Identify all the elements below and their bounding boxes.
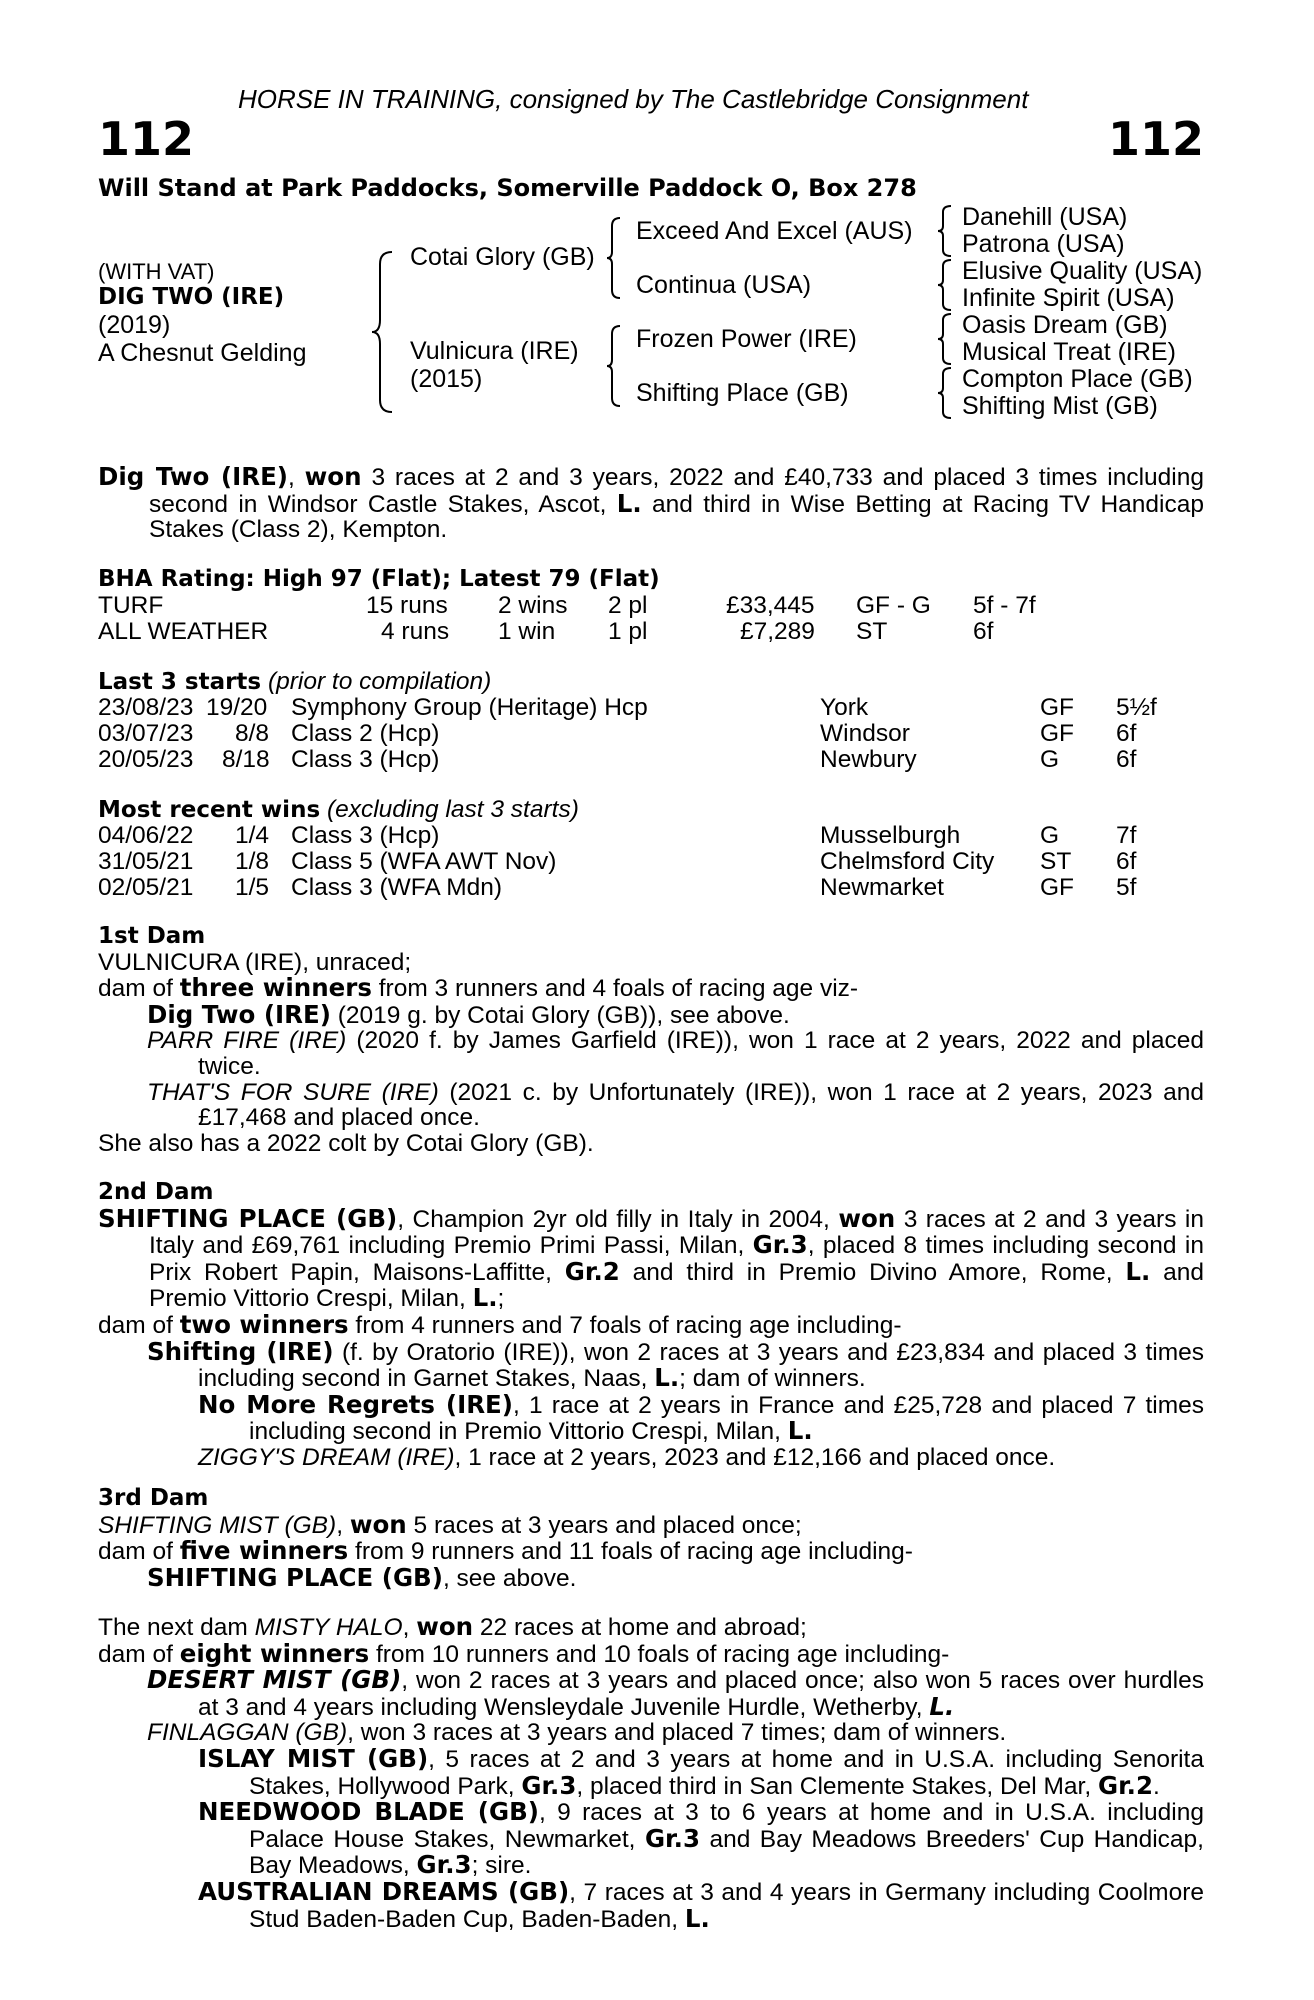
rating-row-turf: TURF 15 runs 2 wins 2 pl £33,445 GF - G 5f - 7f <box>98 592 1036 619</box>
ped-ssd: Patrona (USA) <box>962 230 1125 258</box>
vat-note: (WITH VAT) <box>98 259 215 284</box>
second-dam-section: 2nd Dam SHIFTING PLACE (GB), Champion 2yr old filly in Italy in 2004, won 3 races at 2 and 3 years in Italy and £69,761 including Premio Primi Passi, Milan, Gr.3, placed 8 times including second in Prix Robert Papin, Maisons-Laffitte, Gr.2 and third in Premio Divino Amore, Rome, L. and Premio Vittorio Crespi, Milan, L.; dam of two winners from 4 runners and 7 foals of racing age including- Shifting (IRE) (f. by Oratorio (IRE)), won 2 races at 3 years and £23,834 and placed 3 times including second in Garnet Stakes, Naas, L.; dam of winners. No More Regrets (IRE), 1 race at 2 years in France and £25,728 and placed 7 times including second in Premio Vittorio Crespi, Milan, L. ZIGGY'S DREAM (IRE), 1 race at 2 years, 2023 and £12,166 and placed once. <box>98 1179 1204 1471</box>
first-dam-section: 1st Dam VULNICURA (IRE), unraced; dam of three winners from 3 runners and 4 foals of racing age viz- Dig Two (IRE) (2019 g. by Cotai Glory (GB)), see above. PARR FIRE (IRE) (2020 f. by James Garfield (IRE)), won 1 race at 2 years, 2022 and placed twice. THAT'S FOR SURE (IRE) (2021 c. by Unfortunately (IRE)), won 1 race at 2 years, 2023 and £17,468 and placed once. She also has a 2022 colt by Cotai Glory (GB). <box>98 923 1204 1157</box>
dam-dam: Shifting Place (GB) <box>636 379 849 407</box>
sire-dam: Continua (USA) <box>636 271 812 299</box>
ped-dss: Oasis Dream (GB) <box>962 311 1168 339</box>
ped-dsd: Musical Treat (IRE) <box>962 338 1176 366</box>
third-dam-section: 3rd Dam SHIFTING MIST (GB), won 5 races at 3 years and placed once; dam of five winners from 9 runners and 11 foals of racing age including- SHIFTING PLACE (GB), see above. <box>98 1486 1204 1591</box>
last-start-row: 03/07/23 8/8 Class 2 (Hcp) Windsor GF 6f <box>98 720 1137 747</box>
dam-sire: Frozen Power (IRE) <box>636 325 857 353</box>
brace-ss <box>937 204 955 258</box>
ped-dds: Compton Place (GB) <box>962 365 1193 393</box>
sire-sire: Exceed And Excel (AUS) <box>636 217 913 245</box>
sire-name: Cotai Glory (GB) <box>410 243 595 271</box>
dam-name: Vulnicura (IRE) <box>410 337 579 365</box>
lot-number-left: 112 <box>98 112 195 166</box>
horse-name: DIG TWO (IRE) <box>98 284 285 310</box>
first-dam-heading: 1st Dam <box>98 923 206 949</box>
last-starts-heading: Last 3 starts (prior to compilation) <box>98 668 492 695</box>
main-brace <box>370 250 400 414</box>
last-start-row: 23/08/23 19/20 Symphony Group (Heritage) Hcp York GF 5½f <box>98 694 1157 721</box>
sire-brace <box>606 216 626 300</box>
bha-rating-heading: BHA Rating: High 97 (Flat); Latest 79 (Flat) <box>98 566 660 592</box>
ped-sds: Elusive Quality (USA) <box>962 257 1203 285</box>
brace-sd <box>937 258 955 312</box>
ped-sdd: Infinite Spirit (USA) <box>962 284 1175 312</box>
lot-number-right: 112 <box>1107 112 1204 166</box>
horse-year: (2019) <box>98 311 171 339</box>
stand-location: Will Stand at Park Paddocks, Somerville Paddock O, Box 278 <box>98 174 917 202</box>
third-dam-heading: 3rd Dam <box>98 1485 209 1511</box>
recent-win-row: 31/05/21 1/8 Class 5 (WFA AWT Nov) Chelmsford City ST 6f <box>98 848 1137 875</box>
brace-dd <box>937 366 955 420</box>
catalogue-header: HORSE IN TRAINING, consigned by The Castlebridge Consignment <box>238 84 1029 114</box>
next-dam-section: The next dam MISTY HALO, won 22 races at home and abroad; dam of eight winners from 10 runners and 10 foals of racing age including- DESERT MIST (GB), won 2 races at 3 years and placed once; also won 5 races over hurdles at 3 and 4 years including Wensleydale Juvenile Hurdle, Wetherby, L. FINLAGGAN (GB), won 3 races at 3 years and placed 7 times; dam of winners. ISLAY MIST (GB), 5 races at 2 and 3 years at home and in U.S.A. including Senorita Stakes, Hollywood Park, Gr.3, placed third in San Clemente Stakes, Del Mar, Gr.2. NEEDWOOD BLADE (GB), 9 races at 3 to 6 years at home and in U.S.A. including Palace House Stakes, Newmarket, Gr.3 and Bay Meadows Breeders' Cup Handicap, Bay Meadows, Gr.3; sire. AUSTRALIAN DREAMS (GB), 7 races at 3 and 4 years in Germany including Coolmore Stud Baden-Baden Cup, Baden-Baden, L. <box>98 1612 1204 1933</box>
second-dam-heading: 2nd Dam <box>98 1179 214 1205</box>
rating-row-all-weather: ALL WEATHER 4 runs 1 win 1 pl £7,289 ST 6f <box>98 618 994 645</box>
recent-wins-heading: Most recent wins (excluding last 3 starts) <box>98 796 579 823</box>
recent-win-row: 02/05/21 1/5 Class 3 (WFA Mdn) Newmarket GF 5f <box>98 874 1137 901</box>
last-start-row: 20/05/23 8/18 Class 3 (Hcp) Newbury G 6f <box>98 746 1137 773</box>
horse-description: A Chesnut Gelding <box>98 339 307 367</box>
ped-sss: Danehill (USA) <box>962 203 1128 231</box>
race-summary: Dig Two (IRE), won 3 races at 2 and 3 years, 2022 and £40,733 and placed 3 times including second in Windsor Castle Stakes, Ascot, L. and third in Wise Betting at Racing TV Handicap Stakes (Class 2), Kempton. <box>98 462 1204 544</box>
ped-ddd: Shifting Mist (GB) <box>962 392 1158 420</box>
recent-win-row: 04/06/22 1/4 Class 3 (Hcp) Musselburgh G 7f <box>98 822 1137 849</box>
brace-ds <box>937 312 955 366</box>
dam-year: (2015) <box>410 365 483 393</box>
dam-brace <box>606 324 626 408</box>
